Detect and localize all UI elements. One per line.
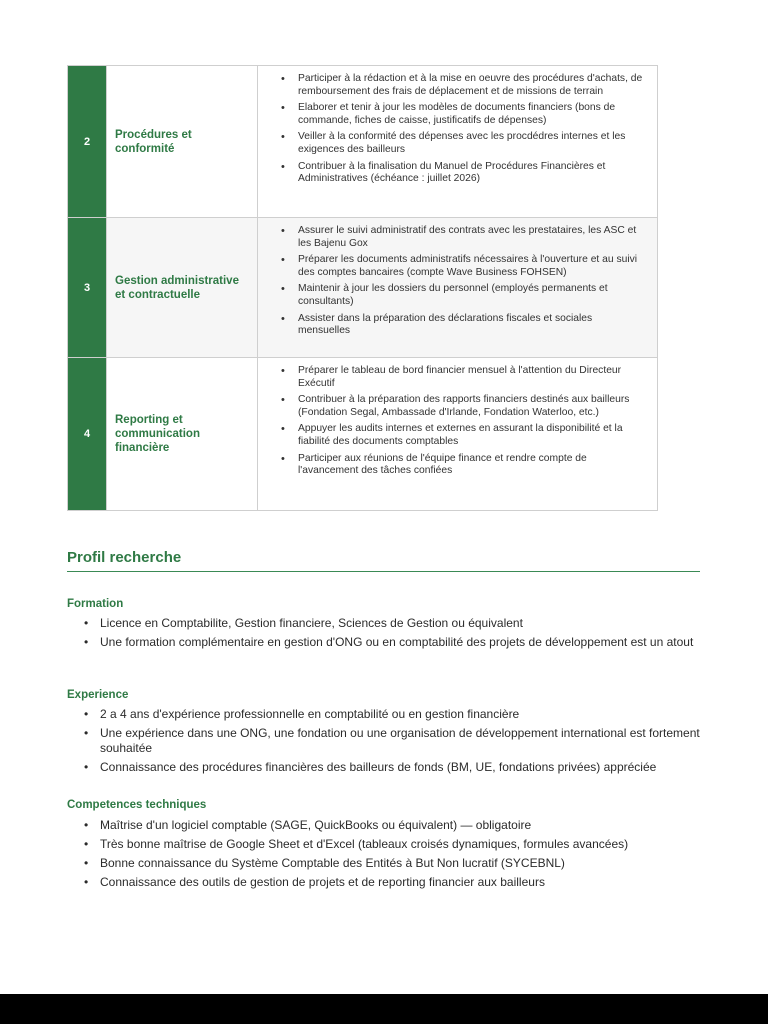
list-item: • Contribuer à la préparation des rapports financiers destinés aux bailleurs (Fondation Segal, Ambassade d'Irlande, Fondation Waterloo, etc.) (278, 394, 645, 419)
row-tasks (258, 66, 657, 217)
row-tasks (258, 218, 657, 357)
screen-bottom-bar (0, 994, 768, 1024)
row-number: 4 (68, 358, 107, 510)
list-item: • Veiller à la conformité des dépenses avec les procdédres internes et les exigences des bailleurs (278, 131, 645, 156)
experience-heading: Experience (67, 689, 129, 701)
list-item: • Connaissance des outils de gestion de projets et de reporting financier aux bailleurs (80, 875, 700, 890)
competences-heading: Competences techniques (67, 799, 207, 811)
row-number: 3 (68, 218, 107, 357)
list-item: • Maintenir à jour les dossiers du personnel (employés permanents et consultants) (278, 283, 645, 308)
responsibilities-table (67, 65, 658, 511)
formation-heading: Formation (67, 598, 124, 610)
row-title: Procédures et conformité (107, 66, 258, 217)
row-title: Reporting et communication financière (107, 358, 258, 510)
row-number: 2 (68, 66, 107, 217)
list-item: • Participer aux réunions de l'équipe finance et rendre compte de l'avancement des tâches confiées (278, 453, 645, 478)
list-item: • Préparer le tableau de bord financier mensuel à l'attention du Directeur Exécutif (278, 365, 645, 390)
table-row (68, 66, 657, 218)
list-item: • Elaborer et tenir à jour les modèles de documents financiers (bons de commande, fiches de caisse, justificatifs de dépenses) (278, 102, 645, 127)
list-item: • Bonne connaissance du Système Comptable des Entités à But Non lucratif (SYCEBNL) (80, 856, 700, 871)
list-item: • 2 a 4 ans d'expérience professionnelle en comptabilité ou en gestion financière (80, 707, 700, 722)
experience-list (80, 707, 700, 779)
list-item: • Connaissance des procédures financières des bailleurs de fonds (BM, UE, fondations privées) appréciée (80, 760, 700, 775)
list-item: • Assurer le suivi administratif des contrats avec les prestataires, les ASC et les Bajenu Gox (278, 225, 645, 250)
list-item: • Appuyer les audits internes et externes en assurant la disponibilité et la fiabilité des documents comptables (278, 423, 645, 448)
row-tasks (258, 358, 657, 510)
section-divider (67, 571, 700, 572)
table-row (68, 218, 657, 358)
list-item: • Une formation complémentaire en gestion d'ONG ou en comptabilité des projets de développement est un atout (80, 635, 700, 650)
list-item: • Maîtrise d'un logiciel comptable (SAGE, QuickBooks ou équivalent) — obligatoire (80, 818, 700, 833)
competences-list (80, 818, 700, 894)
formation-list (80, 616, 700, 654)
list-item: • Préparer les documents administratifs nécessaires à l'ouverture et au suivi des comptes bancaires (compte Wave Business FOHSEN) (278, 254, 645, 279)
list-item: • Très bonne maîtrise de Google Sheet et d'Excel (tableaux croisés dynamiques, formules avancées) (80, 837, 700, 852)
list-item: • Contribuer à la finalisation du Manuel de Procédures Financières et Administratives (échéance : juillet 2026) (278, 161, 645, 186)
list-item: • Assister dans la préparation des déclarations fiscales et sociales mensuelles (278, 313, 645, 338)
list-item: • Licence en Comptabilite, Gestion financiere, Sciences de Gestion ou équivalent (80, 616, 700, 631)
row-title: Gestion administrative et contractuelle (107, 218, 258, 357)
list-item: • Participer à la rédaction et à la mise en oeuvre des procédures d'achats, de remboursement des frais de déplacement et de missions de terrain (278, 73, 645, 98)
section-heading: Profil recherche (67, 549, 182, 566)
list-item: • Une expérience dans une ONG, une fondation ou une organisation de développement international est fortement souhaitée (80, 726, 700, 756)
table-row (68, 358, 657, 510)
